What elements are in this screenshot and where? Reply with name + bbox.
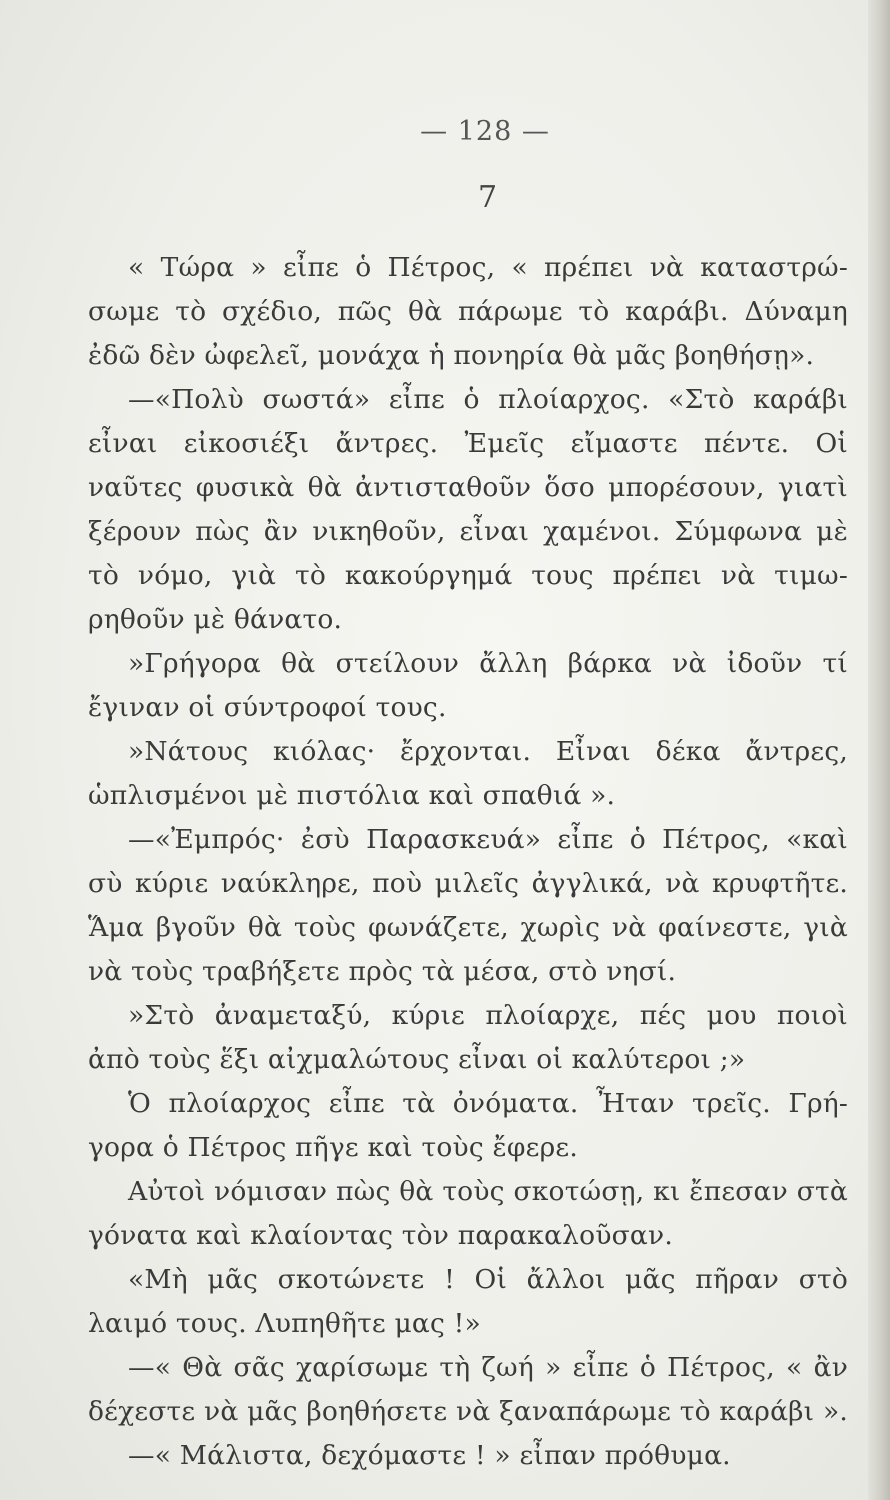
body-text	[88, 246, 848, 1478]
text-line: ἔγιναν οἱ σύντροφοί τους.	[88, 692, 447, 723]
page-edge	[868, 0, 890, 1500]
text-line: ὡπλισμένοι μὲ πιστόλια καὶ σπαθιά ».	[88, 780, 616, 811]
text-line: νὰ τοὺς τραβήξετε πρὸς τὰ μέσα, στὸ νησί.	[88, 956, 677, 987]
chapter-number: 7	[477, 180, 498, 215]
text-line: Ὁ πλοίαρχος εἶπε τὰ ὀνόματα. Ἦταν τρεῖς. Γρή-	[128, 1088, 848, 1119]
text-line: τὸ νόμο, γιὰ τὸ κακούργημά τους πρέπει νὰ τιμω-	[88, 560, 848, 591]
text-line: »Γρήγορα θὰ στείλουν ἄλλη βάρκα νὰ ἰδοῦν τί	[128, 648, 848, 679]
text-line: ἀπὸ τοὺς ἕξι αἰχμαλώτους εἶναι οἱ καλύτεροι ;»	[88, 1044, 746, 1075]
text-line: —«Ἐμπρός· ἐσὺ Παρασκευά» εἶπε ὁ Πέτρος, «καὶ	[128, 824, 848, 855]
text-line: —« Θὰ σᾶς χαρίσωμε τὴ ζωή » εἶπε ὁ Πέτρος, « ἂν	[128, 1352, 848, 1383]
text-line: γορα ὁ Πέτρος πῆγε καὶ τοὺς ἔφερε.	[88, 1132, 578, 1163]
text-line: λαιμό τους. Λυπηθῆτε μας !»	[88, 1308, 481, 1339]
page-number: — 128 —	[420, 116, 550, 147]
text-line: Ἅμα βγοῦν θὰ τοὺς φωνάζετε, χωρὶς νὰ φαίνεστε, γιὰ	[88, 912, 848, 943]
text-line: γόνατα καὶ κλαίοντας τὸν παρακαλοῦσαν.	[88, 1220, 673, 1251]
text-line: « Τώρα » εἶπε ὁ Πέτρος, « πρέπει νὰ καταστρώ-	[128, 252, 848, 283]
text-line: —«Πολὺ σωστά» εἶπε ὁ πλοίαρχος. «Στὸ καράβι	[128, 384, 848, 415]
text-line: «Μὴ μᾶς σκοτώνετε ! Οἱ ἄλλοι μᾶς πῆραν στὸ	[128, 1264, 848, 1295]
text-line: Αὐτοὶ νόμισαν πὼς θὰ τοὺς σκοτώσῃ, κι ἔπεσαν στὰ	[128, 1176, 848, 1207]
text-line: »Νάτους κιόλας· ἔρχονται. Εἶναι δέκα ἄντρες,	[128, 736, 848, 767]
text-line: σωμε τὸ σχέδιο, πῶς θὰ πάρωμε τὸ καράβι. Δύναμη	[88, 296, 848, 327]
text-line: εἶναι εἰκοσιέξι ἄντρες. Ἐμεῖς εἴμαστε πέντε. Οἱ	[88, 428, 848, 459]
text-line: ξέρουν πὼς ἂν νικηθοῦν, εἶναι χαμένοι. Σύμφωνα μὲ	[88, 516, 848, 547]
text-line: ναῦτες φυσικὰ θὰ ἀντισταθοῦν ὅσο μπορέσουν, γιατὶ	[88, 472, 848, 503]
text-line: σὺ κύριε ναύκληρε, ποὺ μιλεῖς ἀγγλικά, νὰ κρυφτῆτε.	[88, 868, 848, 899]
text-line: —« Μάλιστα, δεχόμαστε ! » εἶπαν πρόθυμα.	[128, 1440, 731, 1471]
text-line: ρηθοῦν μὲ θάνατο.	[88, 604, 343, 635]
text-line: »Στὸ ἀναμεταξύ, κύριε πλοίαρχε, πές μου ποιοὶ	[128, 1000, 848, 1031]
text-line: δέχεστε νὰ μᾶς βοηθήσετε νὰ ξαναπάρωμε τὸ καράβι ».	[88, 1396, 848, 1427]
text-line: ἐδῶ δὲν ὠφελεῖ, μονάχα ἡ πονηρία θὰ μᾶς βοηθήσῃ».	[88, 340, 815, 371]
